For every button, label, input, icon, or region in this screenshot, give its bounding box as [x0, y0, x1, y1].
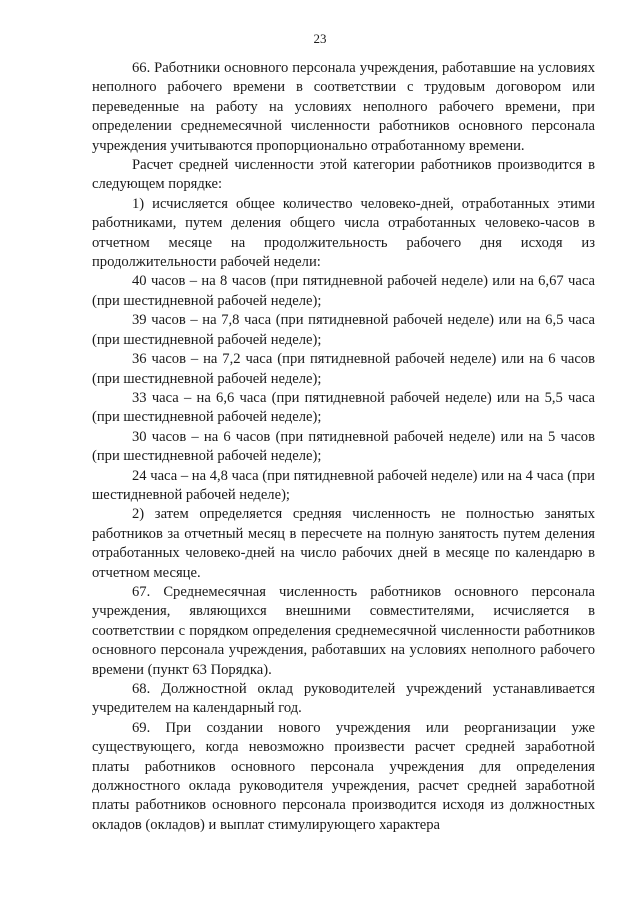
- paragraph-68: 68. Должностной оклад руководителей учреждений устанавливается учредителем на календарный год.: [92, 681, 595, 717]
- page-number: 23: [313, 31, 327, 46]
- list-item-30-hours: 30 часов – на 6 часов (при пятидневной рабочей неделе) или на 5 часов (при шестидневной рабочей неделе);: [92, 428, 595, 465]
- list-item-40-hours: 40 часов – на 8 часов (при пятидневной рабочей неделе) или на 6,67 часа (при шестидневной рабочей неделе);: [92, 273, 595, 309]
- paragraph-69: 69. При создании нового учреждения или реорганизации уже существующего, когда невозможно произвести расчет средней заработной платы работников основного персонала учреждения для определения должностного оклада руководителя учреждения, расчет средней заработной платы работников основного персонала производится исходя из должностных окладов (окладов) и выплат стимулирующего характера: [92, 719, 595, 833]
- list-item-39-hours: 39 часов – на 7,8 часа (при пятидневной рабочей неделе) или на 6,5 часа (при шестидневной рабочей неделе);: [92, 312, 595, 348]
- list-item-36-hours: 36 часов – на 7,2 часа (при пятидневной рабочей неделе) или на 6 часов (при шестидневной рабочей неделе);: [92, 351, 595, 387]
- paragraph-67: 67. Среднемесячная численность работников основного персонала учреждения, являющихся внешними совместителями, исчисляется в соответствии с порядком определения среднемесячной численности работников основного персонала учреждения, работавших на условиях неполного рабочего времени (пункт 63 Порядка).: [92, 583, 595, 678]
- paragraph-step-1: 1) исчисляется общее количество человеко-дней, отработанных этими работниками, путем деления общего числа отработанных человеко-часов в отчетном месяце на продолжительность рабочего дня исходя из продолжительности рабочей недели:: [92, 195, 595, 271]
- paragraph-calculation-order: Расчет средней численности этой категории работников производится в следующем порядке:: [92, 157, 595, 193]
- paragraph-step-2: 2) затем определяется средняя численность не полностью занятых работников за отчетный месяц в пересчете на полную занятость путем деления отработанных человеко-дней на число рабочих дней в месяце по календарю в отчетном месяце.: [92, 506, 595, 581]
- list-item-33-hours: 33 часа – на 6,6 часа (при пятидневной рабочей неделе) или на 5,5 часа (при шестидневной рабочей неделе);: [92, 389, 595, 426]
- paragraph-66: 66. Работники основного персонала учреждения, работавшие на условиях неполного рабочего времени в соответствии с трудовым договором или переведенные на работу на условиях неполного рабочего времени, при определении среднемесячной численности работников основного персонала учреждения учитываются пропорционально отработанному времени.: [92, 60, 595, 154]
- list-item-24-hours: 24 часа – на 4,8 часа (при пятидневной рабочей неделе) или на 4 часа (при шестидневной рабочей неделе);: [92, 467, 595, 503]
- document-body: [92, 59, 595, 835]
